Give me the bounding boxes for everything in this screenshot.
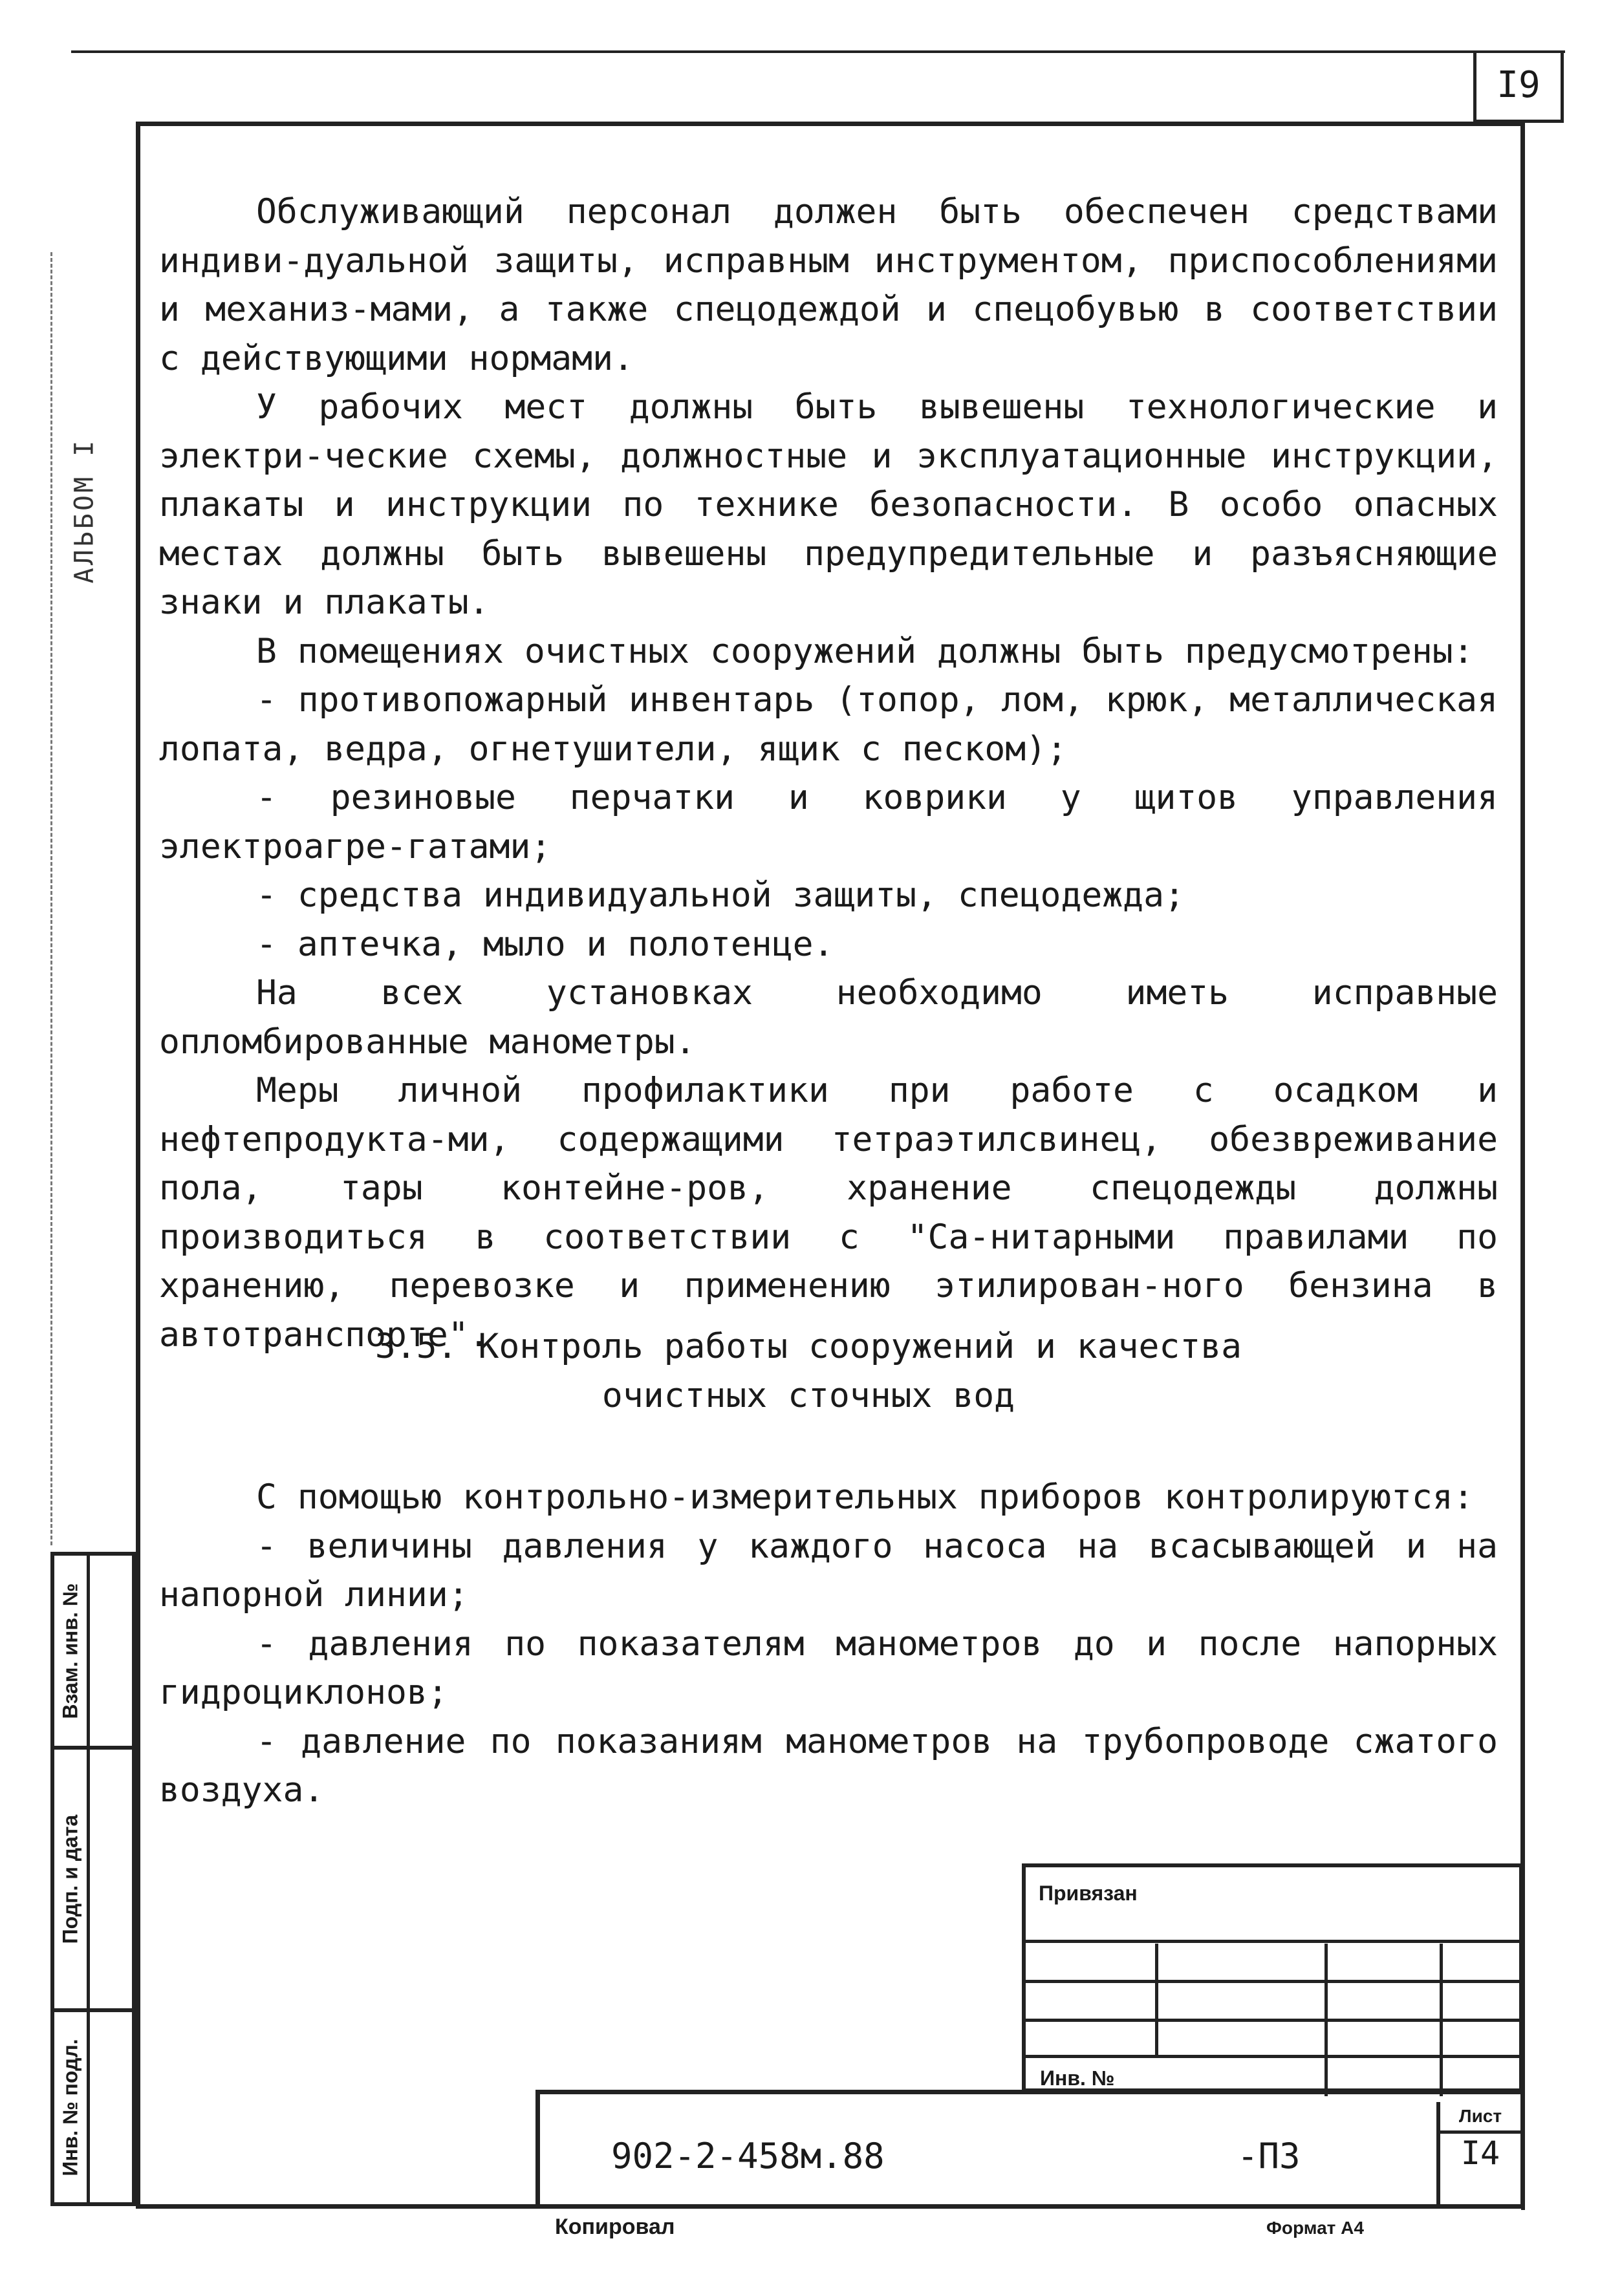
section-heading-line1: 3.5. Контроль работы сооружений и качества bbox=[374, 1327, 1242, 1366]
side-cell-sign-date bbox=[54, 1750, 136, 2012]
document-suffix: -ПЗ bbox=[1237, 2136, 1301, 2176]
stamp-inv-label: Инв. № bbox=[1040, 2066, 1115, 2090]
side-stamp-table bbox=[50, 1552, 136, 2206]
footer-format: Формат А4 bbox=[1266, 2218, 1364, 2238]
stamp-title: Привязан bbox=[1039, 1882, 1138, 1905]
stamp-col-rule bbox=[1324, 1944, 1328, 2096]
album-label bbox=[45, 414, 123, 608]
stamp-rule bbox=[1026, 1940, 1519, 1943]
album-label-text: АЛЬБОМ I bbox=[69, 438, 99, 584]
paragraph: Обслуживающий персонал должен быть обеспечен средствами индиви-дуальной защиты, исправным инструментом, приспособлениями и механиз-мами, а также спецодеждой и спецобувью в соответствии с действующими нормами. bbox=[159, 192, 1498, 378]
sheet-box bbox=[1436, 2102, 1520, 2205]
stamp-col-rule bbox=[1155, 1944, 1158, 2057]
top-border-line bbox=[71, 50, 1565, 53]
stamp-rule bbox=[1026, 2055, 1519, 2058]
section-heading bbox=[259, 1322, 1358, 1421]
stamp-rule bbox=[1026, 1980, 1519, 1983]
section-heading-line2: очистных сточных вод bbox=[601, 1376, 1015, 1415]
list-item: - давление по показаниям манометров на трубопроводе сжатого воздуха. bbox=[159, 1721, 1498, 1810]
list-item: - резиновые перчатки и коврики у щитов управления электроагре-гатами; bbox=[159, 778, 1498, 866]
list-item: - величины давления у каждого насоса на всасывающей и на напорной линии; bbox=[159, 1526, 1498, 1615]
sheet-number: I4 bbox=[1460, 2134, 1500, 2172]
body-text-top bbox=[159, 188, 1498, 1359]
paragraph: В помещениях очистных сооружений должны быть предусмотрены: bbox=[256, 631, 1474, 671]
list-item: - средства индивидуальной защиты, спецодежда; bbox=[256, 875, 1185, 915]
title-block bbox=[535, 2090, 1525, 2209]
sheet-label: Лист bbox=[1440, 2102, 1520, 2134]
page-number: I9 bbox=[1473, 50, 1564, 123]
paragraph: На всех установках необходимо иметь исправные опломбированные манометры. bbox=[159, 973, 1498, 1062]
binding-stamp bbox=[1022, 1863, 1523, 2092]
paragraph: С помощью контрольно-измерительных приборов контролируются: bbox=[256, 1477, 1474, 1517]
paragraph: У рабочих мест должны быть вывешены технологические и электри-ческие схемы, должностные и эксплуатационные инструкции, плакаты и инструкции по технике безопасности. В особо опасных местах должны быть вывешены предупредительные и разъясняющие знаки и плакаты. bbox=[159, 387, 1498, 622]
list-item: - аптечка, мыло и полотенце. bbox=[256, 924, 834, 964]
side-cell-orig-inv bbox=[54, 2012, 136, 2202]
list-item: - противопожарный инвентарь (топор, лом, крюк, металлическая лопата, ведра, огнетушители, ящик с песком); bbox=[159, 680, 1498, 769]
side-cell-label: Инв. № подл. bbox=[58, 2038, 82, 2176]
stamp-rule bbox=[1026, 2019, 1519, 2022]
footer-copied: Копировал bbox=[555, 2215, 675, 2239]
side-cell-label: Подп. и дата bbox=[58, 1814, 82, 1944]
list-item: - давления по показателям манометров до и после напорных гидроциклонов; bbox=[159, 1624, 1498, 1712]
stamp-col-rule bbox=[1440, 1944, 1443, 2096]
body-text-bottom bbox=[159, 1473, 1498, 1815]
side-cell-label: Взам. инв. № bbox=[58, 1583, 82, 1719]
side-cell-replace-inv bbox=[54, 1556, 136, 1750]
paragraph: Меры личной профилактики при работе с осадком и нефтепродукта-ми, содержащими тетраэтилсвинец, обезвреживание пола, тары контейне-ров, хранение спецодежды должны производиться в соответствии с "Са-нитарными правилами по хранению, перевозке и применению этилирован-ного бензина в автотранспорте". bbox=[159, 1071, 1498, 1355]
document-code: 902-2-458м.88 bbox=[611, 2136, 885, 2176]
